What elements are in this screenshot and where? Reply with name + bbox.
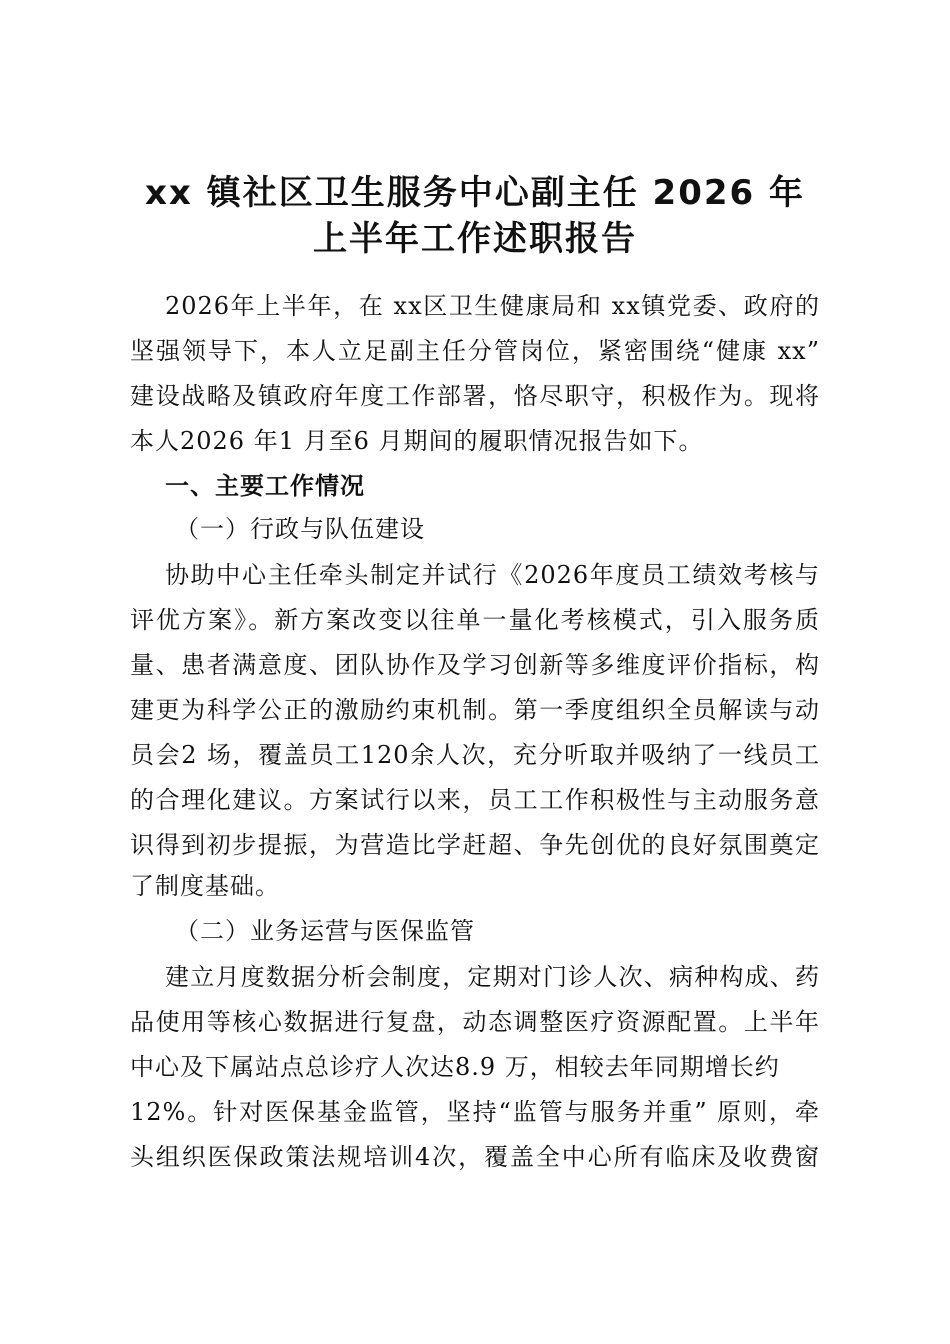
subsection-heading: （一）行政与队伍建设 bbox=[175, 515, 425, 543]
document-title-line-1: xx 镇社区卫生服务中心副主任 2026 年 bbox=[145, 173, 805, 213]
paragraph-line: 识得到初步提振，为营造比学赶超、争先创优的良好氛围奠定 bbox=[130, 831, 820, 859]
intro-line: 建设战略及镇政府年度工作部署，恪尽职守，积极作为。现将 bbox=[130, 382, 820, 410]
paragraph-line: 员会2 场，覆盖员工120余人次，充分听取并吸纳了一线员工 bbox=[130, 741, 820, 769]
paragraph-line: 建更为科学公正的激励约束机制。第一季度组织全员解读与动 bbox=[130, 696, 820, 724]
subsection-heading: （二）业务运营与医保监管 bbox=[175, 917, 475, 945]
paragraph-line: 量、患者满意度、团队协作及学习创新等多维度评价指标，构 bbox=[130, 651, 820, 679]
paragraph-line: 协助中心主任牵头制定并试行《2026年度员工绩效考核与 bbox=[165, 561, 820, 589]
paragraph-line: 评优方案》。新方案改变以往单一量化考核模式，引入服务质 bbox=[130, 606, 820, 634]
intro-line: 坚强领导下，本人立足副主任分管岗位，紧密围绕“健康 xx” bbox=[130, 337, 820, 365]
document-title-line-2: 上半年工作述职报告 bbox=[313, 219, 637, 259]
intro-line: 2026年上半年，在 xx区卫生健康局和 xx镇党委、政府的 bbox=[165, 292, 820, 320]
paragraph-line: 品使用等核心数据进行复盘，动态调整医疗资源配置。上半年 bbox=[130, 1008, 820, 1036]
paragraph-line: 的合理化建议。方案试行以来，员工工作积极性与主动服务意 bbox=[130, 786, 820, 814]
intro-line: 本人2026 年1 月至6 月期间的履职情况报告如下。 bbox=[130, 427, 704, 455]
paragraph-line: 了制度基础。 bbox=[130, 872, 280, 900]
section-heading: 一、主要工作情况 bbox=[165, 472, 365, 500]
paragraph-line: 中心及下属站点总诊疗人次达8.9 万，相较去年同期增长约 bbox=[130, 1053, 780, 1081]
paragraph-line: 建立月度数据分析会制度，定期对门诊人次、病种构成、药 bbox=[165, 963, 820, 991]
paragraph-line: 12%。针对医保基金监管，坚持“监管与服务并重” 原则，牵 bbox=[130, 1098, 820, 1126]
paragraph-line: 头组织医保政策法规培训4次，覆盖全中心所有临床及收费窗 bbox=[130, 1143, 820, 1171]
